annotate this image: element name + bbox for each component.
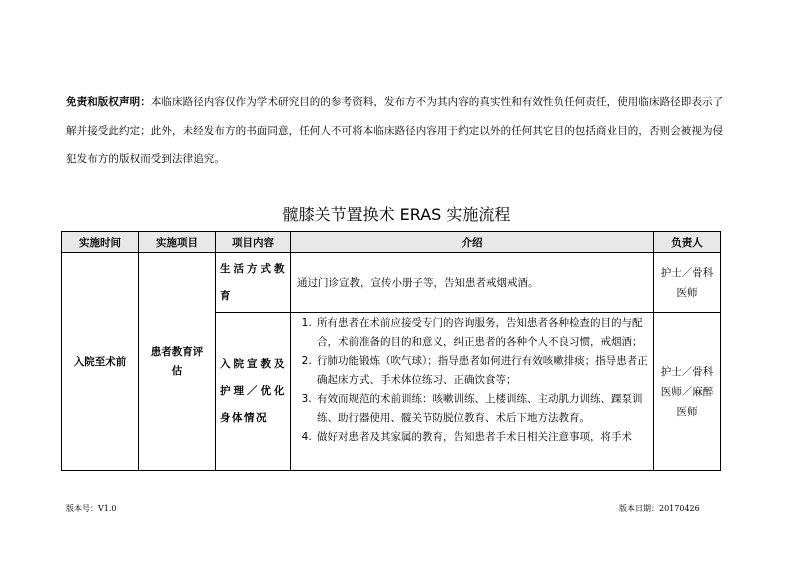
table-row [62,253,721,313]
list-item: 2. 行肺功能锻炼（吹气球）；指导患者如何进行有效咳嗽排痰；指导患者正确起床方式、手术体位练习、正确饮食等； [315,352,649,390]
list-item: 3. 有效而规范的术前训练：咳嗽训练、上楼训练、主动肌力训练、踝泵训练、助行器使用、髋关节防脱位教育、术后下地方法教育。 [315,390,649,428]
header-time: 实施时间 [62,232,139,253]
version-number: 版本号：V1.0 [66,504,117,513]
cell-intro: 通过门诊宣教，宣传小册子等，告知患者戒烟戒酒。 [291,253,654,313]
version-date: 版本日期：20170426 [619,504,700,513]
page-title: 髋膝关节置换术 ERAS 实施流程 [282,205,511,224]
cell-content: 生活方式教育 [216,253,291,313]
disclaimer-paragraph [66,88,730,174]
cell-owner: 护士／骨科医师／麻醉医师 [654,313,721,471]
cell-owner: 护士／骨科医师 [654,253,721,313]
header-content: 项目内容 [216,232,291,253]
table-header-row [62,232,721,253]
cell-intro [291,313,654,471]
cell-project: 患者教育评估 [139,253,216,471]
header-owner: 负责人 [654,232,721,253]
cell-content: 入院宣教及护理／优化身体情况 [216,313,291,471]
list-item: 1. 所有患者在术前应接受专门的咨询服务，告知患者各种检查的目的与配合，术前准备的目的和意义，纠正患者的各种个人不良习惯，戒烟酒； [315,314,649,352]
disclaimer-text: 本临床路径内容仅作为学术研究目的的参考资料，发布方不为其内容的真实性和有效性负任何责任，使用临床路径即表示了解并接受此约定；此外，未经发布方的书面同意，任何人不可将本临床路径内容用于约定以外的任何其它目的包括商业目的，否则会被视为侵犯发布方的版权而受到法律追究。 [66,96,724,165]
disclaimer-label: 免责和版权声明： [66,96,151,108]
header-intro: 介绍 [291,232,654,253]
eras-process-table [61,231,721,471]
list-item: 4. 做好对患者及其家属的教育，告知患者手术日相关注意事项，将手术 [315,428,649,447]
header-project: 实施项目 [139,232,216,253]
cell-time: 入院至术前 [62,253,139,471]
intro-list [291,313,653,447]
